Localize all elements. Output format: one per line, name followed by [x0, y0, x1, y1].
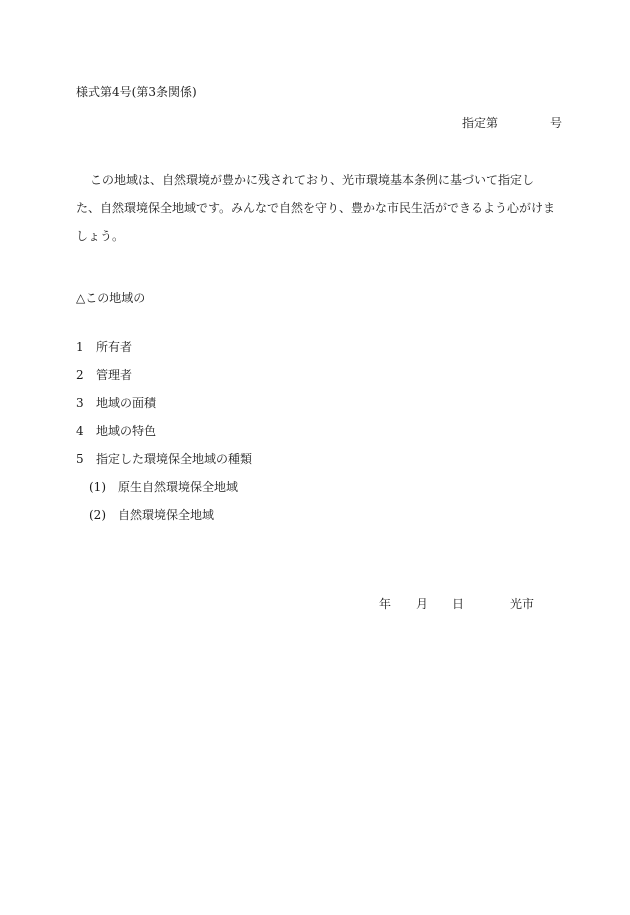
date-issuer-line — [379, 597, 534, 611]
sub-list-item — [76, 508, 252, 536]
body-text: この地域は、自然環境が豊かに残されており、光市環境基本条例に基づいて指定した、自然環境保全地域です。みんなで自然を守り、豊かな市民生活ができるよう心がけましょう。 — [76, 173, 556, 243]
date-year: 年 — [379, 597, 392, 611]
item-number: 2 — [76, 368, 84, 382]
list-item — [76, 424, 252, 452]
item-number: 3 — [76, 396, 84, 410]
subitem-number: (1) — [89, 480, 106, 494]
subitem-label: 自然環境保全地域 — [118, 508, 215, 522]
issuer-name: 光市 — [510, 597, 535, 611]
designation-number-line — [462, 116, 562, 130]
list-item — [76, 368, 252, 396]
sub-list-item — [76, 480, 252, 508]
item-label: 指定した環境保全地域の種類 — [96, 452, 253, 466]
list-item — [76, 340, 252, 368]
item-number: 5 — [76, 452, 84, 466]
subitem-number: (2) — [89, 508, 106, 522]
form-number: 様式第4号(第3条関係) — [76, 85, 197, 99]
list-item — [76, 396, 252, 424]
subitem-label: 原生自然環境保全地域 — [118, 480, 239, 494]
area-heading: △この地域の — [76, 291, 146, 305]
item-label: 地域の特色 — [96, 424, 157, 438]
item-label: 所有者 — [96, 340, 133, 354]
designation-suffix: 号 — [550, 116, 563, 130]
body-paragraph — [76, 166, 556, 250]
item-number: 1 — [76, 340, 84, 354]
date-month: 月 — [416, 597, 429, 611]
date-day: 日 — [452, 597, 465, 611]
item-number: 4 — [76, 424, 84, 438]
item-list — [76, 340, 252, 536]
list-item — [76, 452, 252, 480]
item-label: 地域の面積 — [96, 396, 157, 410]
item-label: 管理者 — [96, 368, 133, 382]
designation-prefix: 指定第 — [462, 116, 499, 130]
